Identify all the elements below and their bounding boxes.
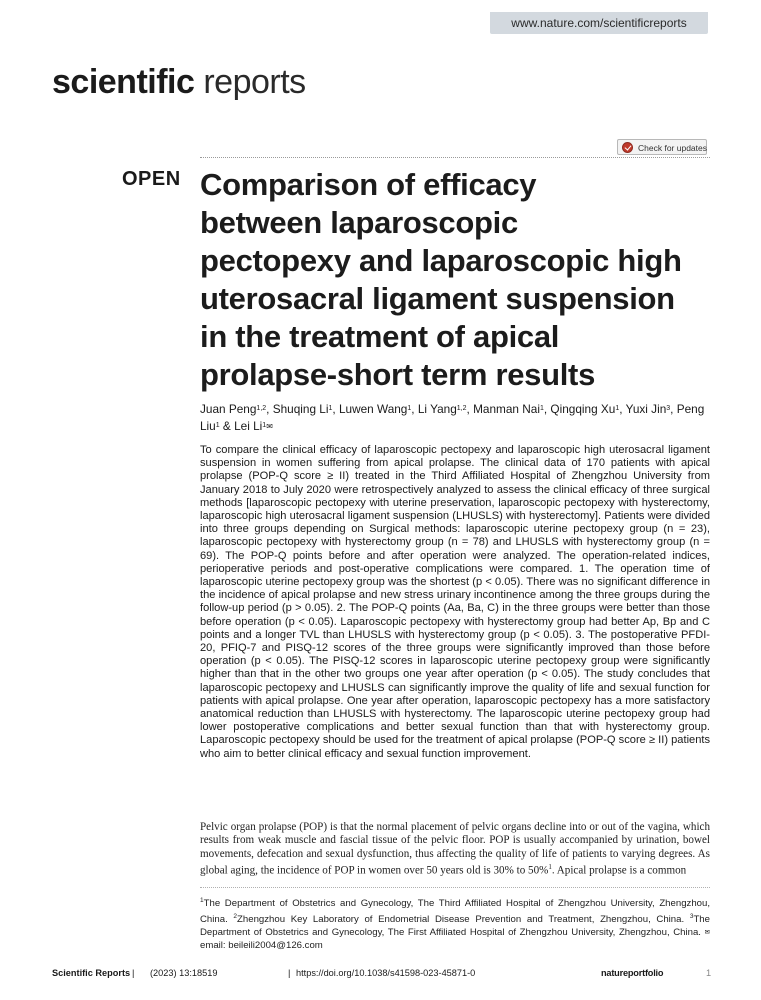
- author-affiliation-ref: 1: [539, 405, 544, 412]
- footer-journal-name: Scientific Reports: [52, 968, 131, 978]
- author-separator: ,: [332, 402, 339, 416]
- check-for-updates-button[interactable]: [617, 139, 707, 155]
- title-line: Comparison of efficacy: [200, 167, 537, 202]
- title-rule: [200, 157, 710, 158]
- page-footer: [52, 966, 710, 980]
- author-affiliation-ref: 1: [615, 405, 620, 412]
- author-affiliation-ref: 1: [262, 422, 267, 429]
- author-name[interactable]: Juan Peng: [200, 402, 257, 416]
- checkmark-badge-icon: [622, 142, 633, 153]
- affiliation-number: 1: [200, 897, 204, 904]
- author-affiliation-ref: 1: [215, 422, 220, 429]
- publisher-logo: natureportfolio: [601, 968, 664, 978]
- title-line: in the treatment of apical: [200, 319, 560, 354]
- footer-separator: |: [288, 968, 291, 978]
- author-separator: ,: [411, 402, 418, 416]
- author-list: [200, 401, 710, 435]
- author-affiliation-ref: 1: [407, 405, 412, 412]
- affiliation-rule: [200, 887, 710, 888]
- affiliations: [200, 894, 710, 952]
- body-intro-text: Pelvic organ prolapse (POP) is that the normal placement of pelvic organs decline into or out of the vagina, which results from weak muscle and fascial tissue of the pelvic floor. POP is usually accompanied by urination, bowel movements, defecation and sexual dysfunction, thus affecting the quality of life of patients to varying degrees. As global aging, the incidence of POP in women over 50 years old is 30% to 50%: [200, 821, 710, 877]
- author-separator: ,: [466, 402, 474, 416]
- author-name[interactable]: Peng Liu: [200, 402, 705, 433]
- author-affiliation-ref: 1,2: [456, 405, 467, 412]
- author-affiliation-ref: 1: [328, 405, 333, 412]
- author-name[interactable]: Qingqing Xu: [550, 402, 616, 416]
- title-line: uterosacral ligament suspension: [200, 281, 675, 316]
- check-for-updates-label: Check for updates: [638, 143, 707, 153]
- author-name[interactable]: Manman Nai: [473, 402, 540, 416]
- footer-separator: |: [132, 968, 135, 978]
- author-and: &: [219, 419, 235, 433]
- author-name[interactable]: Luwen Wang: [338, 402, 408, 416]
- body-intro-paragraph: [200, 821, 710, 878]
- author-name[interactable]: Yuxi Jin: [625, 402, 667, 416]
- author-name[interactable]: Shuqing Li: [272, 402, 329, 416]
- journal-logo-light: reports: [203, 63, 306, 101]
- author-separator: ,: [543, 402, 551, 416]
- affiliation-text: Zhengzhou Key Laboratory of Endometrial Disease Prevention and Treatment, Zhengzhou, China.: [237, 914, 690, 926]
- author-affiliation-ref: 1,2: [256, 405, 267, 412]
- title-line: between laparoscopic: [200, 205, 518, 240]
- mail-icon: ✉: [704, 929, 710, 937]
- mail-icon[interactable]: ✉: [266, 422, 273, 431]
- author-name[interactable]: Li Yang: [417, 402, 457, 416]
- author-separator: ,: [619, 402, 626, 416]
- affiliation-text: The Department of Obstetrics and Gynecology, The First Affiliated Hospital of Zhengzhou University, Zhengzhou, China.: [200, 914, 710, 939]
- journal-logo: [52, 62, 306, 102]
- footer-citation: (2023) 13:18519: [150, 968, 218, 978]
- author-name[interactable]: Lei Li: [234, 419, 263, 433]
- title-line: prolapse-short term results: [200, 357, 596, 392]
- footer-doi-link[interactable]: https://doi.org/10.1038/s41598-023-45871-0: [296, 968, 476, 978]
- corresponding-email[interactable]: email: beileili2004@126.com: [200, 940, 323, 952]
- article-title: [200, 166, 700, 394]
- reference-citation[interactable]: 1: [548, 862, 552, 871]
- body-intro-tail: . Apical prolapse is a common: [551, 864, 687, 877]
- title-line: pectopexy and laparoscopic high: [200, 243, 682, 278]
- author-separator: ,: [670, 402, 677, 416]
- affiliation-text: The Department of Obstetrics and Gynecology, The Third Affiliated Hospital of Zhengzhou University, Zhengzhou, China.: [200, 898, 710, 926]
- author-affiliation-ref: 3: [666, 405, 671, 412]
- open-access-label: OPEN: [122, 168, 181, 190]
- affiliation-number: 3: [689, 913, 694, 921]
- journal-url-tab[interactable]: www.nature.com/scientificreports: [490, 12, 708, 34]
- author-separator: ,: [266, 402, 273, 416]
- abstract: To compare the clinical efficacy of laparoscopic pectopexy and laparoscopic high uterosacral ligament suspension in women suffering from apical prolapse. The clinical data of 170 patients with apical prolapse (POP-Q score ≥ II) treated in the Third Affiliated Hospital of Zhengzhou University from January 2018 to July 2020 were retrospectively analyzed to assess the clinical efficacy of three surgical methods [laparoscopic pectopexy with uterine preservation, laparoscopic pectopexy with hysterectomy, laparoscopic high uterosacral ligament suspension (LHUSLS) with hysterectomy]. Patients were divided into three groups depending on Surgical methods: laparoscopic uterine pectopexy group (n = 23), laparoscopic pectopexy with hysterectomy group (n = 78) and LHUSLS with hysterectomy group (n = 69). The POP-Q points before and after operation were analyzed. The operation-related indices, perioperative periods and post-operative complications were compared. 1. The operation time of laparoscopic uterine pectopexy group was the shortest (p < 0.05). There was no significant difference in the incidence of apical prolapse and new stress urinary incontinence among the three groups during the follow-up period (p > 0.05). 2. The POP-Q points (Aa, Ba, C) in the three groups were better than those before operation (p < 0.05). Laparoscopic pectopexy with hysterectomy group had better Ap, Bp and C points and a longer TVL than LHUSLS with hysterectomy group (p < 0.05). 3. The postoperative PFDI-20, PFIQ-7 and PISQ-12 scores of the three groups were significantly improved than those before operation (p < 0.05). The PISQ-12 scores in laparoscopic uterine pectopexy group were significantly higher than that in the other two groups one year after operation (p < 0.05). The study concludes that laparoscopic pectopexy and LHUSLS can significantly improve the quality of life and sexual function for patients with apical prolapse. One year after operation, laparoscopic pectopexy has a more satisfactory anatomical reduction than LHUSLS with hysterectomy. The laparoscopic uterine pectopexy group had lower postoperative complications and better sexual function than that with hysterectomy group. Laparoscopic pectopexy should be used for the treatment of apical prolapse (POP-Q score ≥ II) patients who aim to better clinical efficacy and sexual function improvement.: [200, 444, 710, 760]
- page-number: 1: [706, 968, 712, 978]
- affiliation-number: 2: [233, 913, 238, 921]
- journal-logo-bold: scientific: [52, 63, 195, 101]
